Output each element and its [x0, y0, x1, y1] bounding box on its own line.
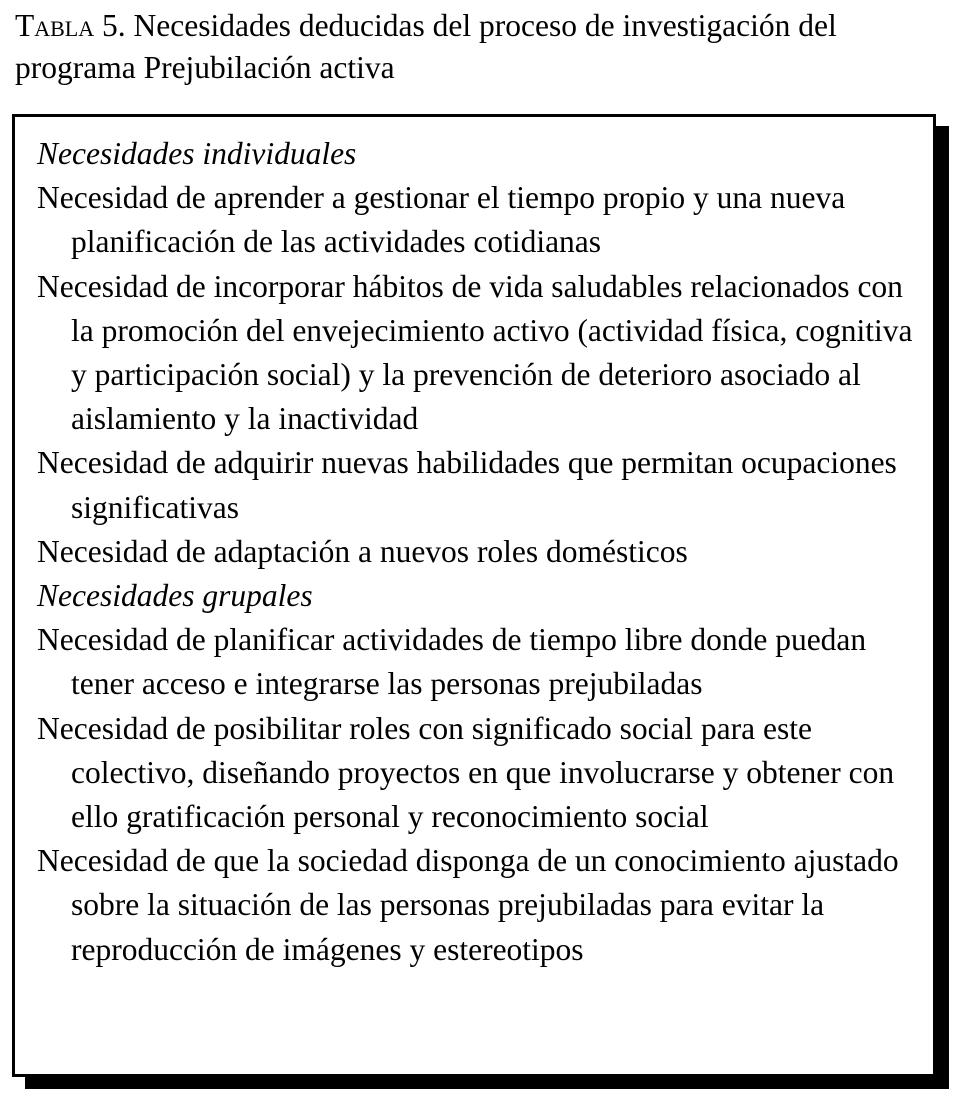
table-title: Necesidades deducidas del proceso de investigación del programa Prejubilación activa: [15, 8, 837, 85]
table-box: [12, 114, 936, 1077]
section-title-individual: Necesidades individuales: [37, 136, 357, 171]
section-title-group: Necesidades grupales: [37, 578, 313, 614]
list-item: Necesidad de adquirir nuevas habilidades que permitan ocupaciones significativas: [37, 445, 897, 525]
list-item: Necesidad de planificar actividades de tiempo libre donde puedan tener acceso e integrarse las personas prejubiladas: [37, 622, 867, 702]
list-item: Necesidad de posibilitar roles con significado social para este colectivo, diseñando proyectos en que involucrarse y obtener con ello gratificación personal y reconocimiento social: [37, 710, 895, 835]
list-item: Necesidad de incorporar hábitos de vida saludables relacionados con la promoción del envejecimiento activo (actividad física, cognitiva y participación social) y la prevención de deterioro asociado al aislamiento y la inactividad: [37, 268, 913, 437]
list-item: Necesidad de adaptación a nuevos roles domésticos: [37, 533, 688, 569]
list-item: Necesidad de que la sociedad disponga de un conocimiento ajustado sobre la situación de las personas prejubiladas para evitar la reproducción de imágenes y estereotipos: [37, 843, 899, 967]
table-content: [37, 132, 923, 972]
table-label: Tabla 5.: [15, 8, 126, 43]
table-caption: [15, 5, 945, 89]
list-item: Necesidad de aprender a gestionar el tiempo propio y una nueva planificación de las actividades cotidianas: [37, 180, 846, 260]
